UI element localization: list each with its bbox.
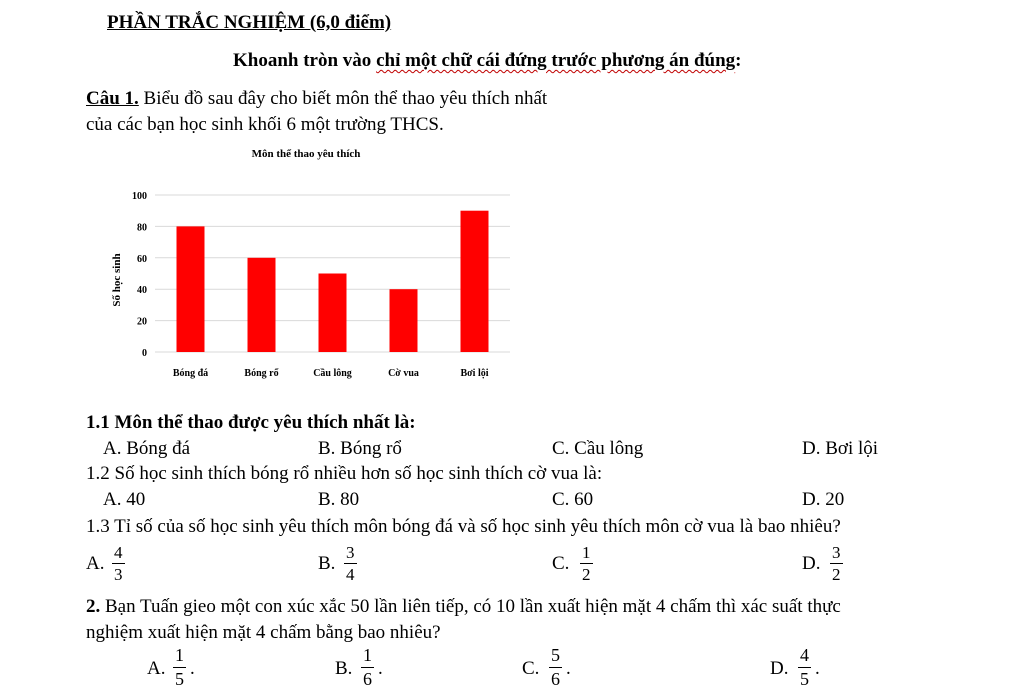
- q1-3-option-b-letter[interactable]: B.: [318, 553, 336, 574]
- chart-y-tick-label: 60: [137, 253, 147, 265]
- q2-option-c-fraction[interactable]: [549, 645, 562, 690]
- q1-3-option-c-fraction[interactable]: [580, 543, 593, 584]
- q2-option-d-fraction[interactable]: [798, 645, 811, 690]
- question-1-label: Câu 1.: [86, 88, 139, 109]
- chart-x-tick-label: Bóng rổ: [244, 368, 279, 379]
- chart-bar: [390, 289, 418, 352]
- q1-3-option-d-fraction[interactable]: [830, 543, 843, 584]
- question-2-line-1: [86, 596, 841, 618]
- q1-3-option-d-numerator: 3: [832, 543, 841, 562]
- chart-y-axis-label: Số học sinh: [111, 253, 123, 307]
- q1-3-option-a-numerator: 4: [114, 543, 123, 562]
- q2-option-a-fraction[interactable]: [173, 645, 186, 690]
- question-1-3-text: 1.3 Tỉ số của số học sinh yêu thích môn bóng đá và số học sinh yêu thích môn cờ vua là bao nhiêu?: [86, 516, 841, 537]
- q2-option-b-fraction[interactable]: [361, 645, 374, 690]
- q1-3-option-a-fraction[interactable]: [112, 543, 125, 584]
- q2-option-b-letter[interactable]: B.: [335, 658, 353, 679]
- q1-3-option-a-letter[interactable]: A.: [86, 553, 105, 574]
- q1-2-option-a[interactable]: A. 40: [103, 489, 146, 510]
- q2-option-c-period: .: [566, 658, 571, 679]
- chart-bar: [461, 211, 489, 352]
- q1-3-option-c-numerator: 1: [582, 543, 591, 562]
- q2-option-c-denominator: 6: [551, 669, 560, 689]
- q1-3-option-b-numerator: 3: [346, 543, 355, 562]
- chart-bars: [177, 211, 489, 352]
- q2-option-a-letter[interactable]: A.: [147, 658, 166, 679]
- q1-1-option-b[interactable]: B. Bóng rổ: [318, 438, 402, 459]
- question-2-label: 2.: [86, 596, 101, 617]
- q1-3-option-b-denominator: 4: [346, 565, 355, 584]
- q1-2-option-b[interactable]: B. 80: [318, 489, 360, 510]
- chart-x-tick-label: Cờ vua: [388, 368, 419, 379]
- chart-title: Môn thể thao yêu thích: [251, 148, 361, 160]
- question-1-line-2: của các bạn học sinh khối 6 một trường THCS.: [86, 114, 444, 135]
- question-1-1-text: [86, 412, 416, 434]
- q2-option-c-letter[interactable]: C.: [522, 658, 540, 679]
- q1-1-option-d[interactable]: D. Bơi lội: [802, 438, 879, 459]
- question-1-1-label: 1.1 Môn thể thao được yêu thích nhất là:: [86, 412, 416, 433]
- chart-bar: [319, 274, 347, 353]
- q2-option-c-numerator: 5: [551, 645, 560, 665]
- bar-chart: [100, 140, 520, 390]
- chart-x-tick-label: Cầu lông: [313, 368, 352, 379]
- chart-x-tick-label: Bơi lội: [460, 368, 489, 379]
- chart-bar: [177, 226, 205, 352]
- chart-x-tick-label: Bóng đá: [172, 368, 209, 379]
- q1-1-option-a[interactable]: A. Bóng đá: [103, 438, 191, 459]
- q2-option-b-denominator: 6: [363, 669, 372, 689]
- q1-3-option-d-letter[interactable]: D.: [802, 553, 821, 574]
- q1-2-option-c[interactable]: C. 60: [552, 489, 594, 510]
- q2-option-d-denominator: 5: [800, 669, 809, 689]
- q2-option-a-denominator: 5: [175, 669, 184, 689]
- q2-option-b-numerator: 1: [363, 645, 372, 665]
- q2-option-d-numerator: 4: [800, 645, 809, 665]
- q2-option-d-period: .: [815, 658, 820, 679]
- chart-y-tick-label: 20: [137, 316, 147, 328]
- chart-y-tick-label: 80: [137, 222, 147, 234]
- q1-2-option-d[interactable]: D. 20: [802, 489, 845, 510]
- q1-3-option-d-denominator: 2: [832, 565, 841, 584]
- chart-x-ticks: [173, 368, 489, 379]
- q1-3-option-a-denominator: 3: [114, 565, 123, 584]
- q2-option-a-period: .: [190, 658, 195, 679]
- question-2-text-1: Bạn Tuấn gieo một con xúc xắc 50 lần liên tiếp, có 10 lần xuất hiện mặt 4 chấm thì xác suất thực: [100, 596, 841, 617]
- q1-3-option-c-letter[interactable]: C.: [552, 553, 570, 574]
- q2-option-b-period: .: [378, 658, 383, 679]
- q1-3-option-c-denominator: 2: [582, 565, 591, 584]
- question-1-line-1: [86, 88, 547, 110]
- instruction-suffix: :: [735, 50, 742, 71]
- question-1-2-text: 1.2 Số học sinh thích bóng rổ nhiều hơn số học sinh thích cờ vua là:: [86, 463, 603, 484]
- chart-y-tick-label: 100: [132, 191, 147, 202]
- instruction-prefix: Khoanh tròn vào: [233, 50, 377, 71]
- instruction-underlined: chỉ một chữ cái đứng trước phương án đúng: [376, 50, 736, 71]
- question-1-text-1: Biểu đồ sau đây cho biết môn thể thao yêu thích nhất: [138, 88, 548, 109]
- chart-y-tick-label: 0: [142, 348, 147, 359]
- q2-option-d-letter[interactable]: D.: [770, 658, 789, 679]
- section-title: PHẦN TRẮC NGHIỆM (6,0 điểm): [107, 12, 392, 33]
- instruction: [233, 50, 741, 72]
- chart-y-tick-label: 40: [137, 285, 147, 297]
- chart-y-ticks: [132, 191, 147, 359]
- q1-1-option-c[interactable]: C. Cầu lông: [552, 438, 644, 459]
- q2-option-a-numerator: 1: [175, 645, 184, 665]
- q1-3-option-b-fraction[interactable]: [344, 543, 357, 584]
- chart-bar: [248, 258, 276, 352]
- question-2-line-2: nghiệm xuất hiện mặt 4 chấm bằng bao nhiêu?: [86, 622, 441, 643]
